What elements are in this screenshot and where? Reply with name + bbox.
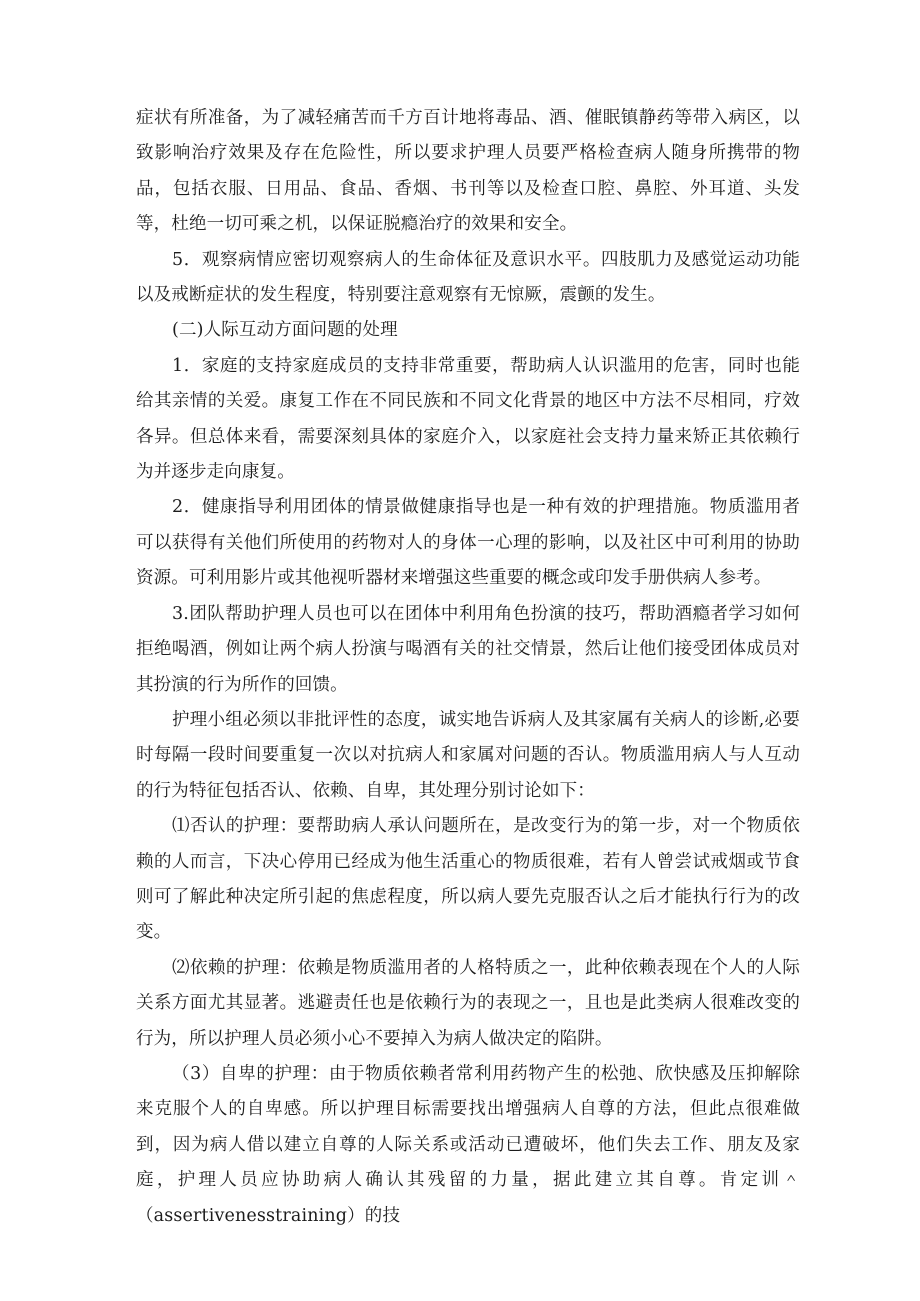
section-heading: (二)人际互动方面问题的处理 <box>172 320 398 341</box>
paragraph-3: 1．家庭的支持家庭成员的支持非常重要，帮助病人认识滥用的危害，同时也能给其亲情的关爱。康复工作在不同民族和不同文化背景的地区中方法不尽相同，疗效各异。但总体来看，需要深刻具体的家庭介入，以家庭社会支持力量来矫正其依赖行为并逐步走向康复。 <box>136 355 800 483</box>
paragraph-9: （3）自卑的护理：由于物质依赖者常利用药物产生的松弛、欣快感及压抑解除来克服个人的自卑感。所以护理目标需要找出增强病人自尊的方法，但此点很难做到，因为病人借以建立自尊的人际关系或活动已遭破坏，他们失去工作、朋友及家庭，护理人员应协助病人确认其残留的力量，据此建立其自尊。肯定训＾（assertivenesstraining）的技 <box>136 1063 800 1226</box>
paragraph-5: 3.团队帮助护理人员也可以在团体中利用角色扮演的技巧，帮助酒瘾者学习如何拒绝喝酒，例如让两个病人扮演与喝酒有关的社交情景，然后让他们接受团体成员对其扮演的行为所作的回馈。 <box>136 603 800 695</box>
paragraph-7: ⑴否认的护理：要帮助病人承认问题所在，是改变行为的第一步，对一个物质依赖的人而言，下决心停用已经成为他生活重心的物质很难，若有人曾尝试戒烟或节食则可了解此种决定所引起的焦虑程度，所以病人要先克服否认之后才能执行行为的改变。 <box>136 816 800 943</box>
paragraph-4: 2．健康指导利用团体的情景做健康指导也是一种有效的护理措施。物质滥用者可以获得有关他们所使用的药物对人的身体一心理的影响，以及社区中可利用的协助资源。可利用影片或其他视听器材来增强这些重要的概念或印发手册供病人参考。 <box>136 497 800 589</box>
document-body <box>136 101 800 1234</box>
paragraph-2: 5．观察病情应密切观察病人的生命体征及意识水平。四肢肌力及感觉运动功能以及戒断症状的发生程度，特别要注意观察有无惊厥，震颤的发生。 <box>136 249 800 306</box>
paragraph-6: 护理小组必须以非批评性的态度，诚实地告诉病人及其家属有关病人的诊断,必要时每隔一段时间要重复一次以对抗病人和家属对问题的否认。物质滥用病人与人互动的行为特征包括否认、依赖、自卑，其处理分别讨论如下： <box>136 709 800 801</box>
paragraph-8: ⑵依赖的护理：依赖是物质滥用者的人格特质之一，此种依赖表现在个人的人际关系方面尤其显著。逃避责任也是依赖行为的表现之一，且也是此类病人很难改变的行为，所以护理人员必须小心不要掉入为病人做决定的陷阱。 <box>136 957 800 1049</box>
paragraph-1: 症状有所准备，为了减轻痛苦而千方百计地将毒品、酒、催眠镇静药等带入病区，以致影响治疗效果及存在危险性，所以要求护理人员要严格检查病人随身所携带的物品，包括衣服、日用品、食品、香烟、书刊等以及检查口腔、鼻腔、外耳道、头发等，杜绝一切可乘之机，以保证脱瘾治疗的效果和安全。 <box>136 108 800 235</box>
